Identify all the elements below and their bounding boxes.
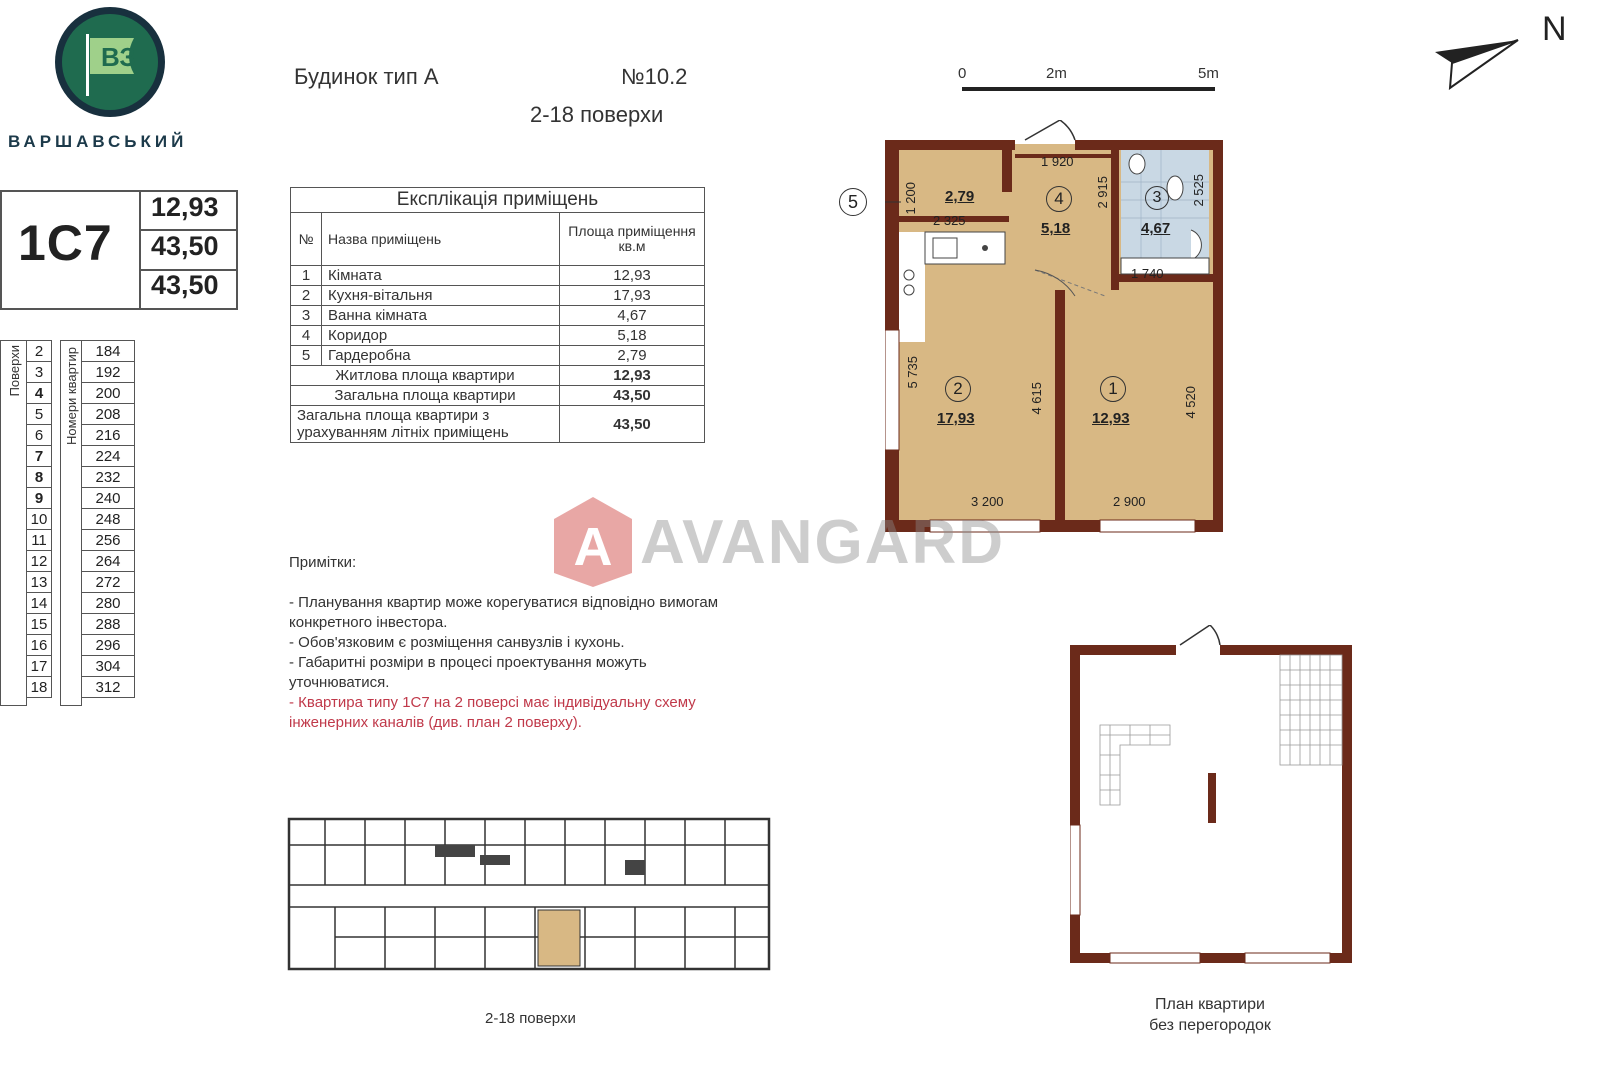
- room-name: Кухня-вітальня: [322, 286, 560, 306]
- apartment-number: 280: [82, 593, 135, 614]
- open-plan-drawing: [1070, 625, 1360, 975]
- apartment-number: 200: [82, 383, 135, 404]
- room-area: 17,93: [560, 286, 705, 306]
- floor-number: 2: [27, 341, 52, 362]
- room-area-2: 17,93: [937, 410, 975, 427]
- floor-number: 4: [27, 383, 52, 404]
- room-marker-3: 3: [1145, 186, 1169, 210]
- notes-title: Примітки:: [289, 554, 357, 571]
- room-marker-2: 2: [945, 376, 971, 402]
- floor-number: 6: [27, 425, 52, 446]
- apartment-number: 296: [82, 635, 135, 656]
- watermark-logo-icon: [548, 497, 638, 587]
- note-item: - Габаритні розміри в процесі проектування можуть уточнюватися.: [289, 654, 647, 691]
- floor-number: 14: [27, 593, 52, 614]
- dimension-label: 1 920: [1041, 154, 1074, 169]
- building-floor-plan: [285, 815, 775, 980]
- dimension-label: 1 200: [903, 182, 918, 215]
- apartment-number: 192: [82, 362, 135, 383]
- scale-label: 2m: [1046, 65, 1067, 82]
- floor-number: 11: [27, 530, 52, 551]
- col-header-area: Площа приміщення кв.м: [560, 213, 705, 266]
- room-number: 1: [291, 266, 322, 286]
- explication-table: [290, 187, 705, 443]
- logo-letters: ВЗ: [101, 42, 136, 72]
- apartment-number: 264: [82, 551, 135, 572]
- watermark-text: AVANGARD: [640, 508, 1006, 577]
- room-marker-1: 1: [1100, 376, 1126, 402]
- floor-plan-caption: 2-18 поверхи: [485, 1010, 576, 1027]
- living-area-label: Житлова площа квартири: [291, 366, 560, 386]
- floors-range: 2-18 поверхи: [530, 102, 664, 127]
- room-number: 3: [291, 306, 322, 326]
- scale-label: 0: [958, 65, 967, 82]
- scale-bar: [960, 62, 1220, 102]
- watermark-letter: A: [573, 517, 613, 577]
- note-item: - Планування квартир може корегуватися відповідно вимогам конкретного інвестора.: [289, 594, 719, 631]
- room-area-4: 5,18: [1041, 220, 1071, 237]
- room-marker-5: 5: [839, 188, 867, 216]
- room-name: Гардеробна: [322, 346, 560, 366]
- floor-number: 3: [27, 362, 52, 383]
- dimension-label: 4 520: [1183, 386, 1198, 419]
- total-summer-area-value: 43,50: [560, 406, 705, 443]
- room-marker-4: 4: [1046, 186, 1072, 212]
- apartment-numbers-column: [81, 340, 135, 698]
- floor-number: 17: [27, 656, 52, 677]
- dimension-label: 2 525: [1191, 174, 1206, 207]
- floor-number: 10: [27, 509, 52, 530]
- apartment-type-code: 1С7: [18, 215, 113, 271]
- room-number: 4: [291, 326, 322, 346]
- room-name: Ванна кімната: [322, 306, 560, 326]
- room-area: 4,67: [560, 306, 705, 326]
- apartment-number: 256: [82, 530, 135, 551]
- table-row: [291, 306, 705, 326]
- divider: [139, 192, 141, 308]
- dimension-label: 1 740: [1131, 266, 1164, 281]
- note-item: - Обов'язковим є розміщення санвузлів і кухонь.: [289, 634, 625, 651]
- house-number: №10.2: [621, 64, 688, 89]
- floors-column: [26, 340, 52, 698]
- apartment-number: 248: [82, 509, 135, 530]
- apartment-floor-plan: [847, 120, 1245, 560]
- room-area-3: 4,67: [1141, 220, 1171, 237]
- dimension-label: 2 900: [1113, 494, 1146, 509]
- table-row: [291, 346, 705, 366]
- north-arrow: [1430, 10, 1580, 90]
- total-summer-area-label: Загальна площа квартири з урахуванням літніх приміщень: [291, 406, 560, 443]
- room-number: 5: [291, 346, 322, 366]
- apartment-numbers-label: Номери квартир: [64, 347, 79, 445]
- floor-number: 18: [27, 677, 52, 698]
- scale-line: [962, 87, 1215, 91]
- room-area: 5,18: [560, 326, 705, 346]
- logo-text: ВАРШАВСЬКИЙ: [8, 132, 188, 151]
- apartment-type-block: [0, 190, 238, 310]
- room-area-1: 12,93: [1092, 410, 1130, 427]
- floor-number: 15: [27, 614, 52, 635]
- living-area-value: 12,93: [560, 366, 705, 386]
- open-plan-caption: [1130, 994, 1290, 1036]
- col-header-name: Назва приміщень: [322, 213, 560, 266]
- dimension-label: 2 325: [933, 213, 966, 228]
- table-row: [291, 266, 705, 286]
- floor-number: 16: [27, 635, 52, 656]
- floor-number: 9: [27, 488, 52, 509]
- scale-label: 5m: [1198, 65, 1219, 82]
- floor-number: 12: [27, 551, 52, 572]
- col-header-no: №: [291, 213, 322, 266]
- dimension-label: 3 200: [971, 494, 1004, 509]
- apartment-number: 288: [82, 614, 135, 635]
- table-row: [291, 286, 705, 306]
- room-area-5: 2,79: [945, 188, 975, 205]
- apartment-number: 208: [82, 404, 135, 425]
- floor-number: 5: [27, 404, 52, 425]
- room-area: 2,79: [560, 346, 705, 366]
- room-name: Кімната: [322, 266, 560, 286]
- room-number: 2: [291, 286, 322, 306]
- apartment-number: 232: [82, 467, 135, 488]
- apartment-number: 216: [82, 425, 135, 446]
- apartment-number: 312: [82, 677, 135, 698]
- floors-label-box: [0, 340, 27, 706]
- floor-number: 8: [27, 467, 52, 488]
- table-row: [291, 326, 705, 346]
- numbers-label-box: [60, 340, 82, 706]
- north-label: N: [1542, 10, 1567, 48]
- total-area-value: 43,50: [560, 386, 705, 406]
- apartment-number: 184: [82, 341, 135, 362]
- apartment-number: 240: [82, 488, 135, 509]
- building-floor-drawing: [285, 815, 775, 980]
- watermark: [548, 497, 1048, 587]
- room-name: Коридор: [322, 326, 560, 346]
- total-area-label: Загальна площа квартири: [291, 386, 560, 406]
- floor-number: 7: [27, 446, 52, 467]
- apartment-number: 304: [82, 656, 135, 677]
- open-plan-caption-line: План квартири: [1155, 996, 1265, 1013]
- dimension-label: 5 735: [905, 356, 920, 389]
- explication-title: Експлікація приміщень: [291, 188, 705, 213]
- house-type: Будинок тип А: [294, 64, 439, 89]
- open-floor-plan: [1070, 625, 1360, 975]
- room-area: 12,93: [560, 266, 705, 286]
- logo-emblem: [6, 4, 211, 139]
- area-living: 12,93: [151, 192, 219, 222]
- dimension-label: 4 615: [1029, 382, 1044, 415]
- apartment-number: 224: [82, 446, 135, 467]
- floor-number: 13: [27, 572, 52, 593]
- dimension-label: 2 915: [1095, 176, 1110, 209]
- area-total-summer: 43,50: [151, 270, 219, 300]
- apartment-number: 272: [82, 572, 135, 593]
- note-highlight: - Квартира типу 1С7 на 2 поверсі має індивідуальну схему інженерних каналів (див. план 2 поверху).: [289, 694, 696, 731]
- area-total: 43,50: [151, 231, 219, 261]
- floors-label: Поверхи: [7, 345, 22, 397]
- open-plan-caption-line: без перегородок: [1149, 1017, 1271, 1034]
